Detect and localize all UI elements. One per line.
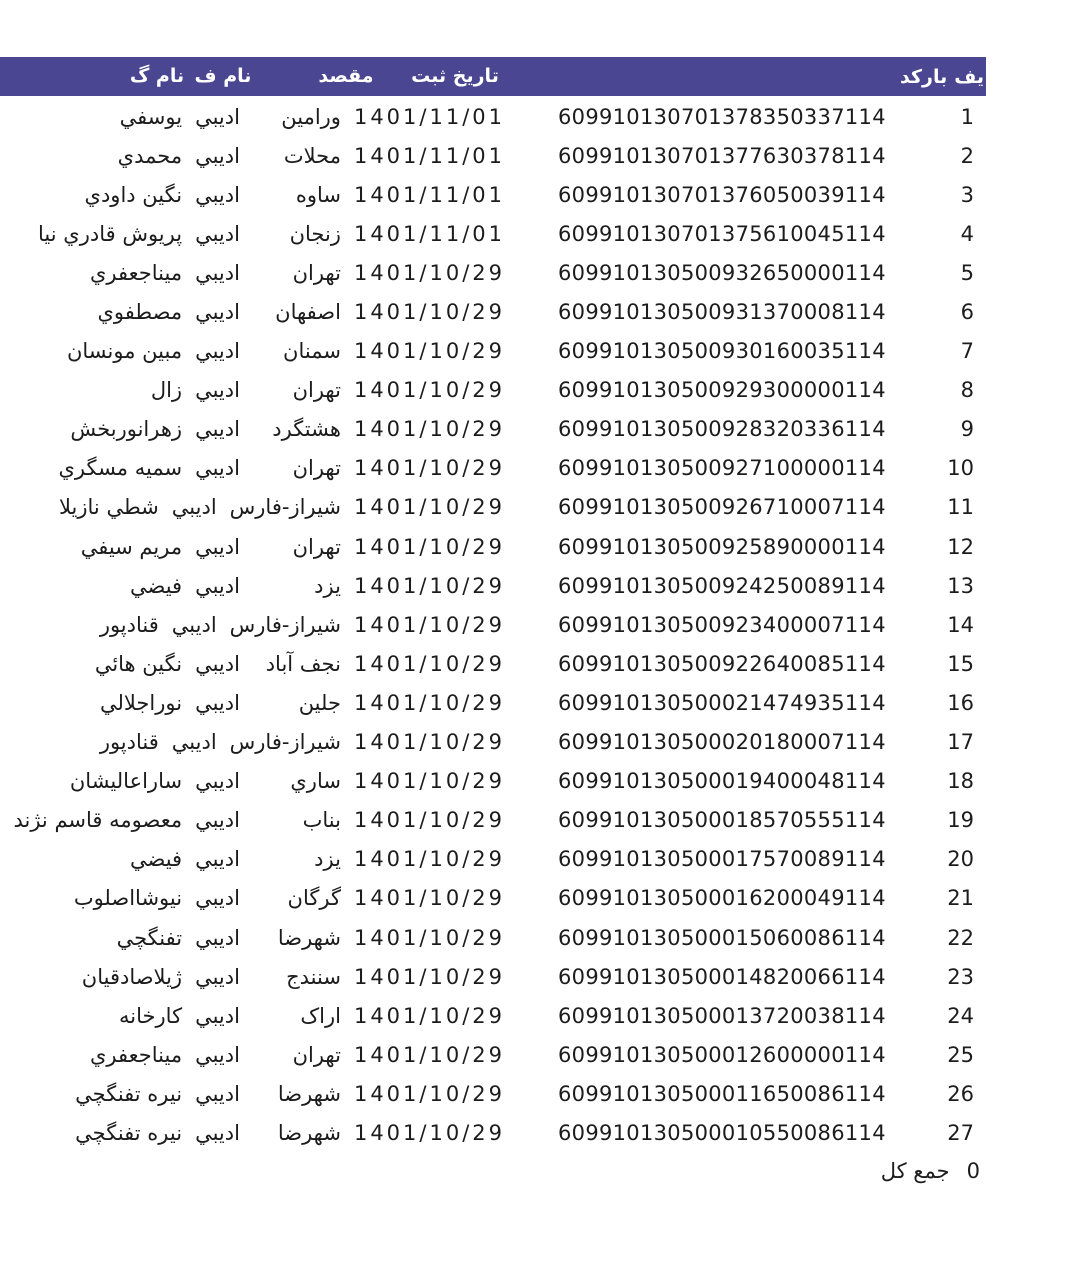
cell-row-number: 11 xyxy=(947,495,974,520)
table-row xyxy=(0,527,1080,566)
cell-name-f: اديبي xyxy=(195,339,240,364)
cell-name-f: اديبي xyxy=(195,300,240,325)
cell-name-f: اديبي xyxy=(195,573,240,598)
cell-destination: ورامين xyxy=(281,104,341,129)
cell-barcode: 609910130500931370008114 xyxy=(558,300,886,325)
cell-destination: شيراز-فارس xyxy=(229,612,341,637)
row-left-fields xyxy=(90,1043,505,1067)
cell-barcode: 609910130500926710007114 xyxy=(558,495,886,520)
cell-name-g: سميه مسگري xyxy=(58,456,183,481)
cell-barcode: 609910130500012600000114 xyxy=(558,1042,886,1067)
cell-name-g: نيره تفنگچي xyxy=(75,1120,183,1145)
table-row xyxy=(0,292,1080,331)
cell-name-f: اديبي xyxy=(171,730,217,755)
cell-row-number: 2 xyxy=(960,143,974,168)
cell-row-number: 19 xyxy=(947,808,974,833)
row-left-fields xyxy=(151,378,505,402)
header-cell-destination: مقصد xyxy=(318,65,374,87)
cell-name-f: اديبي xyxy=(195,143,240,168)
header-cell-date: تاريخ ثبت xyxy=(411,65,499,87)
total-value: 0 xyxy=(966,1159,980,1183)
row-left-fields xyxy=(75,1121,505,1145)
cell-name-f: اديبي xyxy=(195,964,240,989)
header-cell-row-number: يف xyxy=(954,65,984,88)
cell-row-number: 16 xyxy=(947,690,974,715)
cell-barcode: 609910130500925890000114 xyxy=(558,534,886,559)
cell-date: 1401/10/29 xyxy=(353,925,505,950)
cell-destination: تهران xyxy=(292,1042,341,1067)
table-row xyxy=(0,332,1080,371)
cell-row-number: 4 xyxy=(960,221,974,246)
row-left-fields xyxy=(38,222,505,246)
cell-name-f: اديبي xyxy=(195,1120,240,1145)
header-cell-name-g: نام گ xyxy=(129,65,185,87)
table-row xyxy=(0,175,1080,214)
cell-date: 1401/11/01 xyxy=(353,143,505,168)
cell-name-g: نيوشااصلوب xyxy=(73,886,183,911)
row-left-fields xyxy=(97,300,505,324)
cell-barcode: 609910130500021474935114 xyxy=(558,690,886,715)
cell-name-f: اديبي xyxy=(195,1081,240,1106)
cell-name-g: قنادپور xyxy=(99,612,159,637)
cell-row-number: 25 xyxy=(947,1042,974,1067)
table-row xyxy=(0,371,1080,410)
cell-date: 1401/10/29 xyxy=(353,534,505,559)
table-header-bar xyxy=(0,57,986,96)
cell-name-g: مصطفوي xyxy=(97,300,183,325)
header-group-right xyxy=(900,57,984,96)
cell-barcode: 609910130500016200049114 xyxy=(558,886,886,911)
row-left-fields xyxy=(100,613,505,637)
cell-date: 1401/11/01 xyxy=(353,182,505,207)
cell-name-f: اديبي xyxy=(195,182,240,207)
table-row xyxy=(0,996,1080,1035)
row-left-fields xyxy=(70,417,505,441)
table-body xyxy=(0,97,1080,1153)
cell-barcode: 609910130500924250089114 xyxy=(558,573,886,598)
cell-name-g: تفنگچي xyxy=(116,925,183,950)
cell-destination: جلين xyxy=(298,690,341,715)
row-left-fields xyxy=(95,652,505,676)
cell-name-g: معصومه قاسم نژند xyxy=(13,808,183,833)
cell-row-number: 12 xyxy=(947,534,974,559)
cell-row-number: 10 xyxy=(947,456,974,481)
cell-row-number: 17 xyxy=(947,730,974,755)
table-row xyxy=(0,1074,1080,1113)
cell-barcode: 609910130500011650086114 xyxy=(558,1081,886,1106)
cell-date: 1401/11/01 xyxy=(353,221,505,246)
cell-row-number: 14 xyxy=(947,612,974,637)
cell-barcode: 609910130500015060086114 xyxy=(558,925,886,950)
table-row xyxy=(0,410,1080,449)
cell-destination: زنجان xyxy=(289,221,341,246)
cell-destination: نجف آباد xyxy=(265,651,341,676)
cell-date: 1401/10/29 xyxy=(353,1042,505,1067)
table-row xyxy=(0,253,1080,292)
cell-row-number: 5 xyxy=(960,260,974,285)
cell-name-f: اديبي xyxy=(195,417,240,442)
cell-row-number: 21 xyxy=(947,886,974,911)
cell-name-g: نگين هائي xyxy=(94,651,183,676)
cell-date: 1401/10/29 xyxy=(353,456,505,481)
cell-date: 1401/10/29 xyxy=(353,495,505,520)
cell-row-number: 26 xyxy=(947,1081,974,1106)
cell-name-g: ميناجعفري xyxy=(89,260,183,285)
cell-name-g: مبين مونسان xyxy=(66,339,183,364)
cell-name-f: اديبي xyxy=(195,769,240,794)
header-cell-barcode: باركد xyxy=(900,65,948,88)
total-label: جمع كل xyxy=(880,1159,950,1183)
cell-name-g: قنادپور xyxy=(99,730,159,755)
cell-barcode: 609910130500020180007114 xyxy=(558,730,886,755)
cell-barcode: 609910130500922640085114 xyxy=(558,651,886,676)
row-left-fields xyxy=(90,261,505,285)
table-row xyxy=(0,97,1080,136)
row-left-fields xyxy=(75,1082,505,1106)
cell-row-number: 27 xyxy=(947,1120,974,1145)
cell-destination: تهران xyxy=(292,534,341,559)
cell-name-f: اديبي xyxy=(195,260,240,285)
cell-row-number: 3 xyxy=(960,182,974,207)
table-row xyxy=(0,879,1080,918)
cell-name-g: فيضي xyxy=(129,847,183,872)
cell-barcode: 609910130500013720038114 xyxy=(558,1003,886,1028)
cell-name-f: اديبي xyxy=(195,104,240,129)
cell-destination: تهران xyxy=(292,378,341,403)
row-left-fields xyxy=(100,691,505,715)
cell-date: 1401/10/29 xyxy=(353,378,505,403)
cell-barcode: 609910130500932650000114 xyxy=(558,260,886,285)
cell-name-f: اديبي xyxy=(171,612,217,637)
cell-barcode: 609910130500930160035114 xyxy=(558,339,886,364)
cell-date: 1401/10/29 xyxy=(353,339,505,364)
cell-barcode: 609910130500019400048114 xyxy=(558,769,886,794)
cell-name-f: اديبي xyxy=(195,378,240,403)
row-left-fields xyxy=(82,965,505,989)
cell-row-number: 13 xyxy=(947,573,974,598)
cell-name-g: محمدي xyxy=(117,143,183,168)
row-left-fields xyxy=(100,730,505,754)
cell-destination: شهرضا xyxy=(277,1120,341,1145)
cell-name-f: اديبي xyxy=(195,690,240,715)
cell-name-g: شطي نازيلا xyxy=(59,495,159,520)
cell-date: 1401/10/29 xyxy=(353,808,505,833)
cell-destination: ساوه xyxy=(295,182,341,207)
cell-destination: اراک xyxy=(300,1003,341,1028)
table-row xyxy=(0,801,1080,840)
cell-name-f: اديبي xyxy=(195,1003,240,1028)
row-left-fields xyxy=(58,456,505,480)
cell-name-g: يوسفي xyxy=(119,104,183,129)
cell-date: 1401/10/29 xyxy=(353,651,505,676)
cell-name-g: زهرانوربخش xyxy=(70,417,183,442)
cell-name-g: مريم سيفي xyxy=(80,534,183,559)
cell-date: 1401/10/29 xyxy=(353,1003,505,1028)
row-left-fields xyxy=(85,183,505,207)
cell-date: 1401/10/29 xyxy=(353,886,505,911)
cell-destination: تهران xyxy=(292,456,341,481)
cell-destination: گرگان xyxy=(287,886,341,911)
table-row xyxy=(0,918,1080,957)
cell-destination: اصفهان xyxy=(275,300,341,325)
cell-name-f: اديبي xyxy=(195,847,240,872)
table-row xyxy=(0,605,1080,644)
cell-row-number: 6 xyxy=(960,300,974,325)
row-left-fields xyxy=(74,886,505,910)
cell-row-number: 1 xyxy=(960,104,974,129)
cell-destination: يزد xyxy=(314,847,341,872)
cell-barcode: 609910130500014820066114 xyxy=(558,964,886,989)
cell-date: 1401/10/29 xyxy=(353,300,505,325)
cell-barcode: 609910130500927100000114 xyxy=(558,456,886,481)
cell-destination: سنندج xyxy=(286,964,341,989)
cell-row-number: 22 xyxy=(947,925,974,950)
table-row xyxy=(0,566,1080,605)
cell-destination: ساري xyxy=(290,769,341,794)
cell-name-f: اديبي xyxy=(195,534,240,559)
table-row xyxy=(0,723,1080,762)
row-left-fields xyxy=(119,1004,505,1028)
cell-name-f: اديبي xyxy=(195,651,240,676)
cell-name-f: اديبي xyxy=(195,886,240,911)
row-left-fields xyxy=(130,847,505,871)
cell-destination: شيراز-فارس xyxy=(229,495,341,520)
cell-destination: تهران xyxy=(292,260,341,285)
cell-name-f: اديبي xyxy=(195,221,240,246)
cell-date: 1401/10/29 xyxy=(353,769,505,794)
cell-name-g: ساراعاليشان xyxy=(69,769,183,794)
cell-barcode: 609910130701377630378114 xyxy=(558,143,886,168)
cell-name-f: اديبي xyxy=(195,925,240,950)
cell-date: 1401/10/29 xyxy=(353,690,505,715)
cell-row-number: 8 xyxy=(960,378,974,403)
cell-row-number: 23 xyxy=(947,964,974,989)
cell-name-g: ژيلاصادقيان xyxy=(81,964,183,989)
cell-date: 1401/10/29 xyxy=(353,417,505,442)
row-left-fields xyxy=(117,926,505,950)
cell-destination: سمنان xyxy=(283,339,341,364)
cell-date: 1401/10/29 xyxy=(353,847,505,872)
cell-name-g: پريوش قادري نيا xyxy=(38,221,183,246)
header-cell-name-f: نام ف xyxy=(194,65,252,87)
cell-name-g: كارخانه xyxy=(119,1003,183,1028)
cell-date: 1401/10/29 xyxy=(353,612,505,637)
row-left-fields xyxy=(67,339,505,363)
cell-barcode: 609910130500929300000114 xyxy=(558,378,886,403)
cell-barcode: 609910130701375610045114 xyxy=(558,221,886,246)
cell-date: 1401/10/29 xyxy=(353,730,505,755)
row-left-fields xyxy=(70,769,505,793)
cell-name-g: فيضي xyxy=(129,573,183,598)
cell-row-number: 20 xyxy=(947,847,974,872)
cell-name-f: اديبي xyxy=(195,808,240,833)
table-row xyxy=(0,957,1080,996)
cell-date: 1401/10/29 xyxy=(353,573,505,598)
cell-row-number: 7 xyxy=(960,339,974,364)
total-row xyxy=(881,1159,980,1183)
row-left-fields xyxy=(13,808,505,832)
cell-barcode: 609910130500928320336114 xyxy=(558,417,886,442)
table-row xyxy=(0,214,1080,253)
cell-date: 1401/10/29 xyxy=(353,1081,505,1106)
row-left-fields xyxy=(120,105,505,129)
cell-destination: شهرضا xyxy=(277,1081,341,1106)
cell-name-g: نگين داودي xyxy=(84,182,183,207)
table-row xyxy=(0,488,1080,527)
cell-name-g: ميناجعفري xyxy=(89,1042,183,1067)
cell-name-f: اديبي xyxy=(171,495,217,520)
cell-barcode: 609910130701378350337114 xyxy=(558,104,886,129)
table-row xyxy=(0,644,1080,683)
cell-date: 1401/10/29 xyxy=(353,1120,505,1145)
cell-barcode: 609910130500923400007114 xyxy=(558,612,886,637)
cell-barcode: 609910130500018570555114 xyxy=(558,808,886,833)
cell-date: 1401/10/29 xyxy=(353,964,505,989)
cell-barcode: 609910130701376050039114 xyxy=(558,182,886,207)
table-row xyxy=(0,1035,1080,1074)
cell-destination: شهرضا xyxy=(277,925,341,950)
cell-barcode: 609910130500017570089114 xyxy=(558,847,886,872)
row-left-fields xyxy=(130,574,505,598)
cell-row-number: 24 xyxy=(947,1003,974,1028)
table-row xyxy=(0,840,1080,879)
table-row xyxy=(0,449,1080,488)
cell-name-g: نيره تفنگچي xyxy=(75,1081,183,1106)
table-row xyxy=(0,1113,1080,1152)
row-left-fields xyxy=(118,144,505,168)
cell-row-number: 9 xyxy=(960,417,974,442)
cell-destination: بناب xyxy=(302,808,341,833)
cell-name-f: اديبي xyxy=(195,456,240,481)
table-row xyxy=(0,762,1080,801)
cell-destination: شيراز-فارس xyxy=(229,730,341,755)
cell-destination: يزد xyxy=(314,573,341,598)
cell-row-number: 18 xyxy=(947,769,974,794)
row-left-fields xyxy=(81,535,505,559)
cell-name-f: اديبي xyxy=(195,1042,240,1067)
cell-date: 1401/11/01 xyxy=(353,104,505,129)
table-row xyxy=(0,683,1080,722)
cell-destination: محلات xyxy=(283,143,341,168)
cell-date: 1401/10/29 xyxy=(353,260,505,285)
cell-row-number: 15 xyxy=(947,651,974,676)
row-left-fields xyxy=(59,495,505,519)
cell-barcode: 609910130500010550086114 xyxy=(558,1120,886,1145)
cell-name-g: زال xyxy=(150,378,183,403)
table-row xyxy=(0,136,1080,175)
cell-destination: هشتگرد xyxy=(272,417,341,442)
cell-name-g: نوراجلالي xyxy=(99,690,183,715)
